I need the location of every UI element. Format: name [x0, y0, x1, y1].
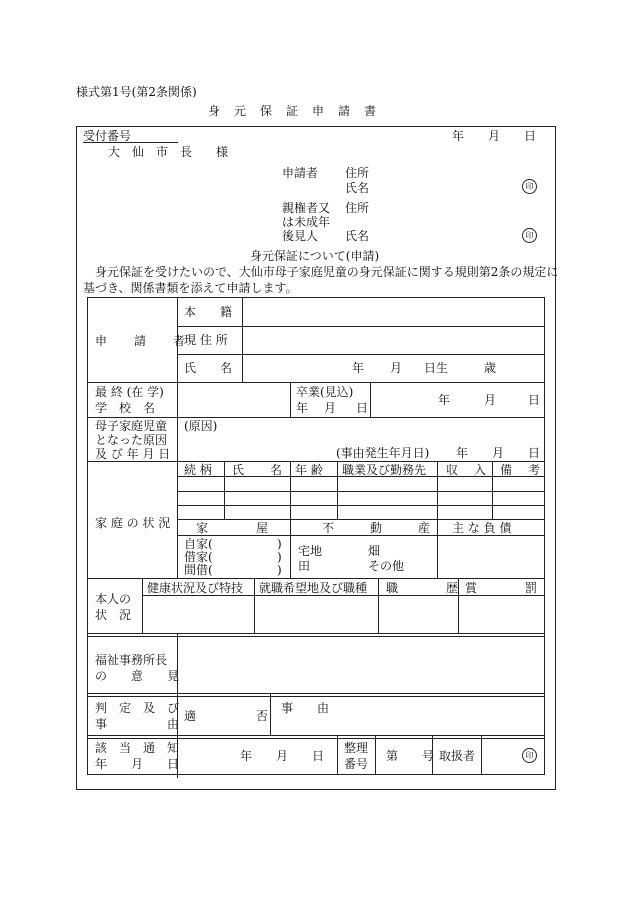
addressee: 大 仙 市 長 様 — [108, 145, 229, 159]
family-col-income-2: 入 — [474, 463, 487, 477]
school-label-1: 最 終 (在 学) — [95, 385, 164, 399]
body-line-2: 基づき、関係書類を添えて申請します。 — [83, 281, 298, 295]
record-label-1: 整理 — [344, 741, 369, 755]
not-suitable-option: 否 — [256, 709, 269, 723]
notice-label-2: 年 月 日 — [95, 757, 180, 771]
job-wish-label: 就職希望地及び職種 — [259, 581, 368, 595]
receipt-number-underline[interactable] — [83, 142, 178, 143]
number-label: 第 号 — [386, 749, 435, 763]
house-room: 間借( — [184, 563, 213, 577]
applicant-section-label: 申 請 者 — [95, 334, 187, 348]
cause-label-1: 母子家庭児童 — [95, 419, 168, 433]
debt-header: 主 な 負 債 — [452, 521, 512, 535]
occurrence-year: 年 — [456, 446, 469, 460]
date-year: 年 — [452, 129, 465, 143]
career-label: 職 歴 — [386, 581, 459, 595]
judge-label-1: 判 定 及 び — [95, 701, 180, 715]
family-col-note-1: 備 — [500, 463, 513, 477]
house-own: 自家( — [184, 537, 213, 551]
birth-day: 日生 — [424, 361, 449, 375]
property-other: その他 — [368, 559, 405, 573]
guardian-label-1: 親権者又 — [282, 201, 331, 215]
welfare-label-2: の 意 見 — [95, 669, 180, 683]
family-col-name-2: 名 — [270, 463, 283, 477]
health-label: 健康状況及び特技 — [147, 581, 244, 595]
graduation-year-unit: 年 — [296, 401, 309, 415]
occurrence-day: 日 — [528, 446, 541, 460]
age-label: 歳 — [484, 361, 497, 375]
notice-label-1: 該 当 通 知 — [95, 741, 180, 755]
birth-year: 年 — [352, 361, 365, 375]
family-col-income-1: 収 — [446, 463, 459, 477]
applicant-seal-icon: 印 — [522, 179, 537, 194]
paren-close-1: ) — [277, 537, 282, 551]
guardian-label-3: 後見人 — [282, 229, 319, 243]
graduation-month: 月 — [484, 393, 497, 407]
applicant-name-label: 氏名 — [345, 181, 370, 195]
property-field: 畑 — [368, 544, 381, 558]
family-col-age: 年 齢 — [295, 463, 323, 477]
family-col-note-2: 考 — [528, 463, 541, 477]
guardian-seal-icon: 印 — [522, 228, 537, 243]
self-section-label-1: 本人の — [95, 592, 132, 606]
guardian-name-label: 氏名 — [345, 229, 370, 243]
occurrence-month: 月 — [492, 446, 505, 460]
name-label: 氏 名 — [184, 361, 233, 375]
subject: 身元保証について(申請) — [250, 249, 380, 263]
cause-label-3: 及 び 年 月 日 — [95, 447, 171, 461]
self-section-label-2: 状 況 — [95, 608, 132, 622]
honseki-label: 本 籍 — [184, 305, 233, 319]
birth-month: 月 — [390, 361, 403, 375]
graduation-day: 日 — [528, 393, 541, 407]
graduation-label: 卒業(見込) — [296, 385, 354, 399]
address-label: 現 住 所 — [184, 333, 228, 347]
form-title: 身 元 保 証 申 請 書 — [208, 104, 378, 118]
paren-close-3: ) — [277, 563, 282, 577]
school-label-2: 学 校 名 — [95, 401, 156, 415]
applicant-label: 申請者 — [282, 166, 319, 180]
graduation-year: 年 — [438, 393, 451, 407]
family-col-job: 職業及び勤務先 — [342, 463, 427, 477]
notice-day: 日 — [312, 749, 325, 763]
cause-value: (原因) — [184, 419, 218, 433]
property-header: 不 動 産 — [322, 521, 431, 535]
property-paddy: 田 — [298, 559, 311, 573]
handler-seal-icon: 印 — [522, 748, 537, 763]
welfare-label-1: 福祉事務所長 — [95, 653, 168, 667]
family-col-relation: 続 柄 — [184, 463, 212, 477]
reason-label: 事 由 — [281, 701, 330, 715]
notice-month: 月 — [276, 749, 289, 763]
occurrence-label: (事由発生年月日) — [336, 446, 430, 460]
applicant-address-label: 住所 — [345, 166, 370, 180]
graduation-day-unit: 日 — [356, 401, 369, 415]
family-col-name-1: 氏 — [232, 463, 245, 477]
cause-label-2: となった原因 — [95, 433, 168, 447]
form-label: 様式第1号(第2条関係) — [76, 85, 197, 99]
guardian-label-2: は未成年 — [282, 215, 331, 229]
paren-close-2: ) — [277, 550, 282, 564]
handler-label: 取扱者 — [439, 749, 476, 763]
body-line-1: 身元保証を受けたいので、大仙市母子家庭児童の身元保証に関する規則第2条の規定に — [95, 265, 559, 279]
date-month: 月 — [488, 129, 501, 143]
judge-label-2: 事 由 — [95, 717, 180, 731]
suitable-option: 適 — [184, 709, 197, 723]
house-rent: 借家( — [184, 550, 213, 564]
graduation-month-unit: 月 — [324, 401, 337, 415]
receipt-number-label: 受付番号 — [83, 129, 132, 143]
record-label-2: 番号 — [344, 757, 369, 771]
award-label: 賞 罰 — [465, 581, 538, 595]
property-residential: 宅地 — [298, 544, 323, 558]
guardian-address-label: 住所 — [345, 201, 370, 215]
family-section-label: 家 庭 の 状 況 — [95, 516, 171, 530]
notice-year: 年 — [240, 749, 253, 763]
date-day: 日 — [524, 129, 537, 143]
house-header: 家 屋 — [196, 521, 269, 535]
